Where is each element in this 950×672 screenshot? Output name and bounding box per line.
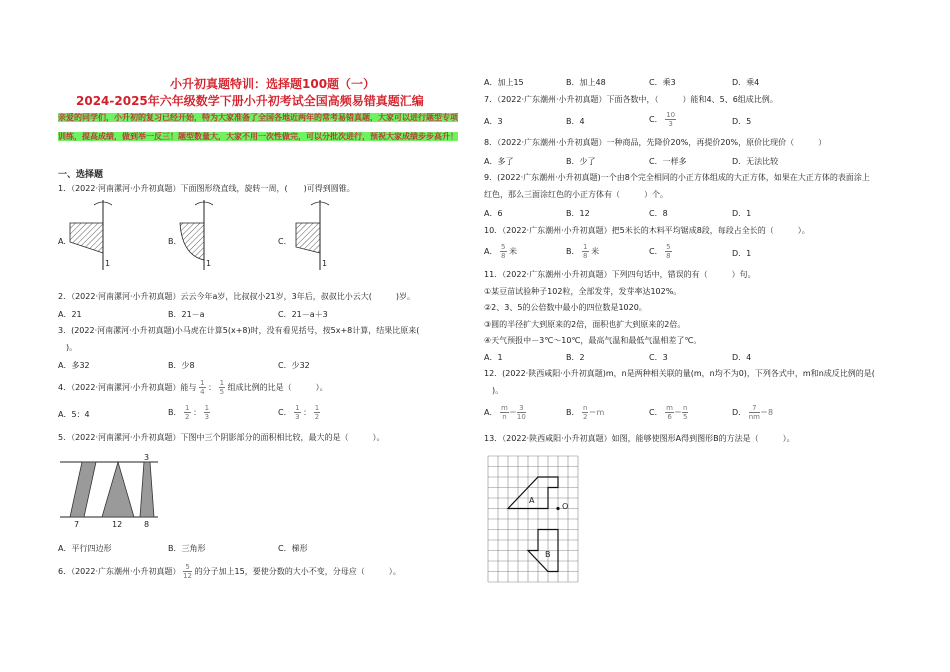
q2-option-c[interactable]: C．21－a＋3 [278, 310, 328, 319]
q5-figure [58, 453, 168, 523]
q9-option-d[interactable]: D．1 [732, 209, 752, 218]
question-12-line-1: 12．(2022·陕西咸阳·小升初真题)m，n是两种相关联的量(m，n均不为0)，下列各式中，m和n成反比例的是( [484, 369, 875, 378]
question-8: 8．（2022·广东潮州·小升初真题）一种商品，先降价20%，再提价20%，原价比现价（ ） [484, 138, 827, 147]
q8-option-c[interactable]: C．一样多 [649, 157, 687, 166]
question-5: 5．（2022·河南漯河·小升初真题）下图中三个阴影部分的面积相比较，最大的是（ ）。 [58, 433, 385, 442]
q6-option-a[interactable]: A．加上15 [484, 78, 524, 87]
q13-grid-lines [488, 456, 578, 582]
q4-text-post: 组成比例的比是（ ）。 [227, 383, 328, 392]
q10-option-b[interactable]: B． $\frac{1}{8}$ 米 [566, 243, 600, 260]
q11-option-b[interactable]: B．2 [566, 353, 585, 362]
q1-a-axis-label: 1 [105, 259, 111, 268]
q11-statement-1: ①某豆苗试验种子102粒，全部发芽，发芽率达102%。 [484, 287, 682, 296]
title-line-2: 2024-2025年六年级数学下册小升初考试全国高频易错真题汇编 [76, 94, 424, 108]
q5-option-a[interactable]: A．平行四边形 [58, 544, 112, 553]
q1-a-shape [70, 223, 103, 253]
q11-option-d[interactable]: D．4 [732, 353, 752, 362]
q11-statement-3: ③圆的半径扩大到原来的2倍，面积也扩大到原来的2倍。 [484, 320, 686, 329]
q8-option-b[interactable]: B．少了 [566, 157, 596, 166]
q3-option-b[interactable]: B．少8 [168, 361, 195, 370]
q4-fraction-1: $\frac{1}{4}$ [200, 379, 205, 396]
q3-option-c[interactable]: C．少32 [278, 361, 310, 370]
q10-option-c[interactable]: C． $\frac{5}{8}$ [649, 243, 671, 260]
q6-option-d[interactable]: D．乘4 [732, 78, 760, 87]
q11-option-c[interactable]: C．3 [649, 353, 668, 362]
q4-option-c[interactable]: C． $\frac{1}{3}$ ： $\frac{1}{2}$ [278, 404, 320, 421]
section-heading: 一、选择题 [58, 170, 104, 180]
question-2: 2．（2022·河南漯河·小升初真题）云云今年a岁，比叔叔小21岁，3年后，叔叔比小云大( )岁。 [58, 292, 415, 301]
q1-c-axis-label: 1 [322, 259, 328, 268]
intro-banner [58, 109, 463, 146]
question-9-line-2: 红色，那么三面涂红色的小正方体有（ ）个。 [484, 190, 668, 199]
question-11: 11．（2022·广东潮州·小升初真题）下列四句话中，错误的有（ ）句。 [484, 270, 756, 279]
question-6: 6．（2022·广东潮州·小升初真题） $\frac{5}{12}$ 的分子加上15，要使分数的大小不变，分母应（ ）。 [58, 563, 401, 580]
q7-option-d[interactable]: D．5 [732, 117, 752, 126]
question-1: 1．（2022·河南漯河·小升初真题）下面图形绕直线，旋转一周，( )可得到圆锥。 [58, 184, 355, 193]
q12-option-c[interactable]: C． $\frac{m}{6}$ ＝ $\frac{n}{5}$ [649, 404, 688, 421]
q12-option-a[interactable]: A． $\frac{m}{n}$ ＝ $\frac{3}{10}$ [484, 404, 526, 421]
title-line-1: 小升初真题特训：选择题100题（一） [170, 77, 376, 91]
q5-top-label: 3 [144, 453, 150, 462]
q1-c-shape [296, 223, 320, 253]
q1-option-a[interactable]: A. [58, 237, 66, 246]
q13-label-o: O [562, 502, 569, 511]
q5-option-c[interactable]: C．梯形 [278, 544, 308, 553]
intro-text: 亲爱的同学们，小升初的复习已经开始，特为大家准备了全国各地近两年的常考易错真题，大家可以进行题型专项训练，提高成绩，做到举一反三！题型数量大，大家不用一次性做完，可以分批次进行，预祝大家成绩步步高升！ [58, 113, 458, 141]
question-4 [58, 379, 328, 396]
question-12-line-2: )。 [484, 386, 504, 395]
q1-b-axis-label: 1 [206, 259, 212, 268]
q12-option-b[interactable]: B． $\frac{n}{2}$ ＝m [566, 404, 605, 421]
q11-statement-2: ②2、3、5的公倍数中最小的四位数是1020。 [484, 303, 647, 312]
q9-option-b[interactable]: B．12 [566, 209, 590, 218]
q4-option-a[interactable]: A．5：4 [58, 410, 90, 419]
q6-option-b[interactable]: B．加上48 [566, 78, 606, 87]
q6-option-c[interactable]: C．乘3 [649, 78, 676, 87]
q5-option-b[interactable]: B．三角形 [168, 544, 206, 553]
q5-label-8: 8 [144, 520, 150, 529]
q4-option-b[interactable]: B． $\frac{1}{2}$ ： $\frac{1}{3}$ [168, 404, 210, 421]
q8-option-a[interactable]: A．多了 [484, 157, 514, 166]
question-13: 13．（2022·陕西咸阳·小升初真题）如图，能够使图形A得到图形B的方法是（ ）。 [484, 434, 795, 443]
q9-option-c[interactable]: C．8 [649, 209, 668, 218]
q4-fraction-2: $\frac{1}{5}$ [219, 379, 225, 396]
q6-fraction: $\frac{5}{12}$ [183, 563, 193, 580]
q7-option-c[interactable]: C． $\frac{10}{3}$ [649, 111, 676, 128]
question-3-line-2: )。 [58, 343, 78, 352]
q7-option-b[interactable]: B．4 [566, 117, 585, 126]
question-9-line-1: 9．(2022·广东潮州·小升初真题)一个由8个完全相同的小正方体组成的大正方体，如果在大正方体的表面涂上 [484, 173, 870, 182]
q8-option-d[interactable]: D．无法比较 [732, 157, 779, 166]
q7-option-a[interactable]: A．3 [484, 117, 503, 126]
q4-text-pre: 4．（2022·河南漯河·小升初真题）能与 [58, 383, 197, 392]
q13-grid-figure [488, 456, 578, 582]
q2-option-a[interactable]: A．21 [58, 310, 82, 319]
q2-option-b[interactable]: B．21－a [168, 310, 205, 319]
q11-option-a[interactable]: A．1 [484, 353, 503, 362]
q11-statement-4: ④天气预报中－3℃～10℃，最高气温和最低气温相差了℃。 [484, 336, 702, 345]
q10-option-d[interactable]: D．1 [732, 249, 752, 258]
q12-option-d[interactable]: D． $\frac{7}{nm}$ ＝8 [732, 404, 774, 421]
q13-label-b: B [545, 550, 551, 559]
question-3-line-1: 3．(2022·河南漯河·小升初真题)小马虎在计算5(x+8)时，没有看见括号，按5x+8计算，结果比原来( [58, 326, 420, 335]
q1-option-b[interactable]: B. [168, 237, 177, 246]
q3-option-a[interactable]: A．多32 [58, 361, 90, 370]
q13-point-o [556, 507, 559, 510]
q5-label-7: 7 [74, 520, 80, 529]
q5-triangle [102, 462, 134, 517]
q5-parallelogram [70, 462, 96, 517]
q13-label-a: A [529, 496, 535, 505]
q9-option-a[interactable]: A．6 [484, 209, 503, 218]
question-7: 7．（2022·广东潮州·小升初真题）下面各数中，（ ）能和4、5、6组成比例。 [484, 95, 778, 104]
q1-option-c[interactable]: C. [278, 237, 287, 246]
q5-label-12: 12 [112, 520, 123, 529]
q10-option-a[interactable]: A． $\frac{5}{8}$ 米 [484, 243, 518, 260]
q5-trapezoid [140, 462, 154, 517]
question-10: 10．（2022·广东潮州·小升初真题）把5米长的木料平均锯成8段，每段占全长的（ ）。 [484, 226, 810, 235]
q4-colon: ： [208, 383, 217, 392]
q1-b-shape [180, 223, 204, 260]
